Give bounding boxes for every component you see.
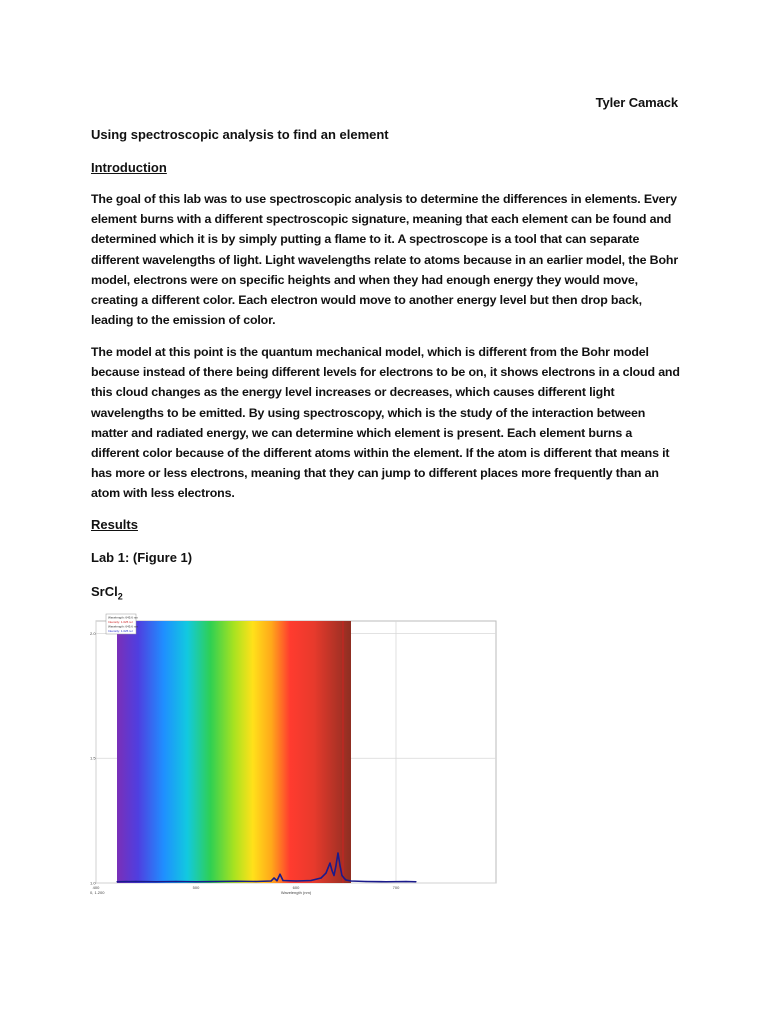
series-point-0-9 [273, 877, 274, 878]
series-point-0-18 [329, 862, 330, 863]
intro-paragraph-2: The model at this point is the quantum mechanical model, which is different from the Bohr model because instead of there being different levels for electrons to be on, it shows electrons in a cloud and this cloud changes as the energy level increases or decreases, which causes different light wavelengths to be emitted. By using spectroscopy, which is the study of the interaction between matter and radiated energy, we can determine which element is present. Each element burns a different color because of the different atoms within the element. If the atom is different that means it has more or less electrons, meaning that they can jump to different places more frequently than an atom with less electrons. [91, 345, 680, 501]
legend-entry-3: Intensity: 1.025 rel [108, 629, 133, 633]
series-point-0-25 [343, 877, 344, 878]
legend-entry-0: Wavelength: 645.6 nm [108, 615, 138, 620]
series-point-0-29 [385, 881, 386, 882]
series-point-0-21 [335, 865, 336, 866]
series-point-0-31 [415, 881, 416, 882]
series-point-0-3 [175, 881, 176, 882]
series-point-0-19 [331, 870, 332, 871]
series-point-0-20 [333, 875, 334, 876]
document-title: Using spectroscopic analysis to find an element [91, 127, 389, 142]
series-point-0-30 [405, 881, 406, 882]
y-tick-label-1: 1.5 [90, 755, 96, 761]
series-point-0-6 [235, 881, 236, 882]
series-point-0-8 [270, 880, 271, 881]
series-point-0-0 [116, 881, 117, 882]
series-point-0-16 [325, 872, 326, 873]
x-axis-label: Wavelength (nm) [280, 890, 312, 895]
series-point-0-23 [339, 865, 340, 866]
x-tick-label-1: 500 [192, 885, 200, 890]
series-point-0-5 [215, 881, 216, 882]
series-point-0-12 [282, 880, 283, 881]
series-point-0-26 [345, 879, 346, 880]
series-point-0-2 [155, 881, 156, 882]
author-name: Tyler Camack [595, 95, 678, 110]
series-point-0-1 [135, 881, 136, 882]
legend-entry-1: Intensity: 1.025 rel [108, 620, 133, 624]
spectrum-chart-svg [90, 612, 500, 896]
series-point-0-4 [195, 881, 196, 882]
x-tick-label-3: 700 [392, 885, 400, 890]
series-point-0-24 [341, 875, 342, 876]
series-point-0-14 [310, 880, 311, 881]
lab-label: Lab 1: (Figure 1) [91, 550, 193, 565]
x-tick-label-0: 400 [92, 885, 100, 890]
introduction-heading: Introduction [91, 160, 167, 175]
series-point-0-10 [276, 880, 277, 881]
corner-label: 0, 1.200 [90, 890, 105, 895]
series-point-0-7 [255, 881, 256, 882]
series-point-0-11 [279, 874, 280, 875]
spectrum-color-band [117, 621, 351, 883]
series-point-0-15 [320, 877, 321, 878]
compound-subscript: 2 [117, 591, 123, 602]
series-point-0-17 [327, 867, 328, 868]
legend-box [106, 614, 138, 634]
x-tick-label-2: 600 [292, 885, 300, 890]
series-point-0-27 [350, 880, 351, 881]
y-tick-label-0: 1.0 [90, 880, 96, 886]
compound-base: SrCl [91, 584, 118, 599]
compound-formula [91, 584, 123, 602]
results-heading: Results [91, 517, 138, 532]
series-point-0-22 [337, 852, 338, 853]
y-tick-label-2: 2.0 [90, 630, 96, 636]
intro-paragraph-1: The goal of this lab was to use spectroscopic analysis to determine the differences in elements. Every element burns with a different spectroscopic signature, meaning that each element can be found and determined which it is by simply putting a flame to it. A spectroscope is a tool that can separate different wavelengths of light. Light wavelengths relate to atoms because in an earlier model, the Bohr model, electrons were on specific heights and when they had enough energy they would move, creating a different color. Each electron would move to another energy level but then drop back, leading to the emission of color. [91, 192, 678, 328]
series-point-0-28 [365, 881, 366, 882]
series-point-0-13 [295, 880, 296, 881]
spectrum-chart [90, 612, 500, 896]
legend-entry-2: Wavelength: 645.6 nm [108, 624, 138, 629]
